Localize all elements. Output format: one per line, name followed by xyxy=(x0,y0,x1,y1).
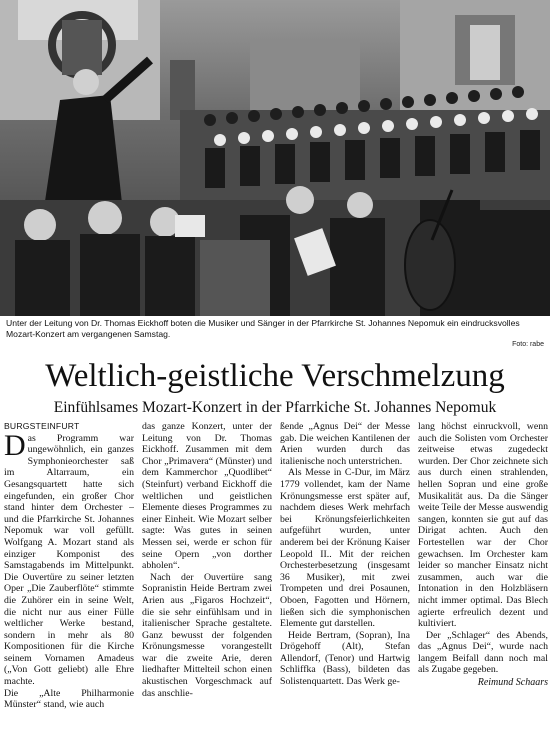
article-paragraph: Als Messe in C-Dur, im März 1779 vollendet, kam der Name Krönungsmesse erst später auf, nachdem dieses Werk mehrfach bei Krönungsfeierlichkeiten aufgeführt wurden, unter anderem bei der Krönung Kaiser Leopold II.. Mit der reichen Orchesterbesetzung (insgesamt 36 Musiker), mit zwei Trompeten und drei Posaunen, Oboen, Fagotten und Hörnern, ließen sich die symphonischen Elemente gut darstellen. xyxy=(280,467,410,630)
article-column-4 xyxy=(418,421,548,742)
photo-credit: Foto: rabe xyxy=(512,341,544,348)
article-paragraph: Der „Schlager“ des Abends, das „Agnus Dei“, wurde nach langem Beifall dann noch mal als Zugabe gegeben. xyxy=(418,629,548,676)
article-paragraph: ßende „Agnus Dei“ der Messe gab. Die weichen Kantilenen der Arien wurden durch das italienische noch unterstrichen. xyxy=(280,421,410,467)
headline: Weltlich-geistliche Verschmelzung xyxy=(45,358,505,394)
article-paragraph: lang höchst einruckvoll, wenn auch die Solisten vom Orchester zeitweise etwas zugedeckt wurden. Der Chor zeichnete sich aus durch einen strahlenden, hellen Sopran und eine große Musikalität aus. Da die Sänger weite Teile der Messe auswendig sangen, konnten sie gut auf das Dirigat achten. Auch den Fortestellen war der Chor gewachsen. Im Orchester kam leider so mancher Einsatz nicht zusammen, auch war die Intonation in den Holzbläsern nicht immer optimal. Das Blech agierte erfreulich dezent und kultiviert. xyxy=(418,421,548,630)
concert-photo xyxy=(0,0,550,316)
article-column-1 xyxy=(4,421,134,742)
photo-caption: Unter der Leitung von Dr. Thomas Eickhoff boten die Musiker und Sänger in der Pfarrkirche St. Johannes Nepomuk ein eindrucksvolles Mozart-Konzert am vergangenen Samstag. xyxy=(6,318,520,339)
article-column-3 xyxy=(280,421,410,742)
article-paragraph: Das Programm war ungewöhnlich, ein ganzes Symphonieorchester saß im Altarraum, ein Gesangsquartett hatte sich eingefunden, ein großer Chor stand hinter dem Orchester – und die Pfarrkirche St. Johannes Nepomuk war voll gefüllt. Wolfgang A. Mozart stand als einziger Komponist des Samstagabends im Mittelpunkt. Die Ouvertüre zu seiner letzten Oper „Die Zauberflöte“ stimmte die Zuhörer ein in seine Welt, die nicht nur aus einer Fülle weltlicher Werke bestand, sondern in mehr als 80 Kompositionen für die Kirche seinem Vornamen Amadeus („Von Gott geliebt) alle Ehre machte. xyxy=(4,428,134,688)
article-paragraph: das ganze Konzert, unter der Leitung von Dr. Thomas Eickhoff. Zusammen mit dem Chor „Primavera“ (Münster) und dem Kammerchor „Quodlibet“ (Steinfurt) verband Eickhoff die weltlichen und geistlichen Elemente dieses Programmes zu einer Einheit. Wie Mozart selber sagte: Was gutes in seinen Messen sei, werde er schon für seine Opern „von dorther abholen“. xyxy=(142,421,272,572)
subheadline: Einfühlsames Mozart-Konzert in der Pfarrkiche St. Johannes Nepomuk xyxy=(53,399,497,416)
article-column-2 xyxy=(142,421,272,742)
article-paragraph: Die „Alte Philharmonie Münster“ stand, wie auch xyxy=(4,687,134,711)
concert-photo-drawing xyxy=(0,0,550,316)
article-body xyxy=(4,421,548,742)
drop-cap: D xyxy=(4,428,26,462)
article-paragraph: Nach der Ouvertüre sang Sopranistin Heide Bertram zwei Arien aus „Figaros Hochzeit“, die sie sehr einfühlsam und in italienischer Sprache gestaltete. Ganz bewusst der folgenden Krönungsmesse vorangestellt war die zweite Arie, deren liedhafter Mittelteil schon einen akustischen Vorgeschmack auf das anschlie- xyxy=(142,571,272,699)
article-paragraph: Heide Bertram, (Sopran), Ina Drögehoff (Alt), Stefan Allendorf, (Tenor) und Hartwig Schliffka (Bass), bildeten das Solistenquartett. Das Werk ge- xyxy=(280,629,410,688)
dateline: BURGSTEINFURT xyxy=(4,421,80,431)
author-byline: Reimund Schaars xyxy=(477,677,548,689)
